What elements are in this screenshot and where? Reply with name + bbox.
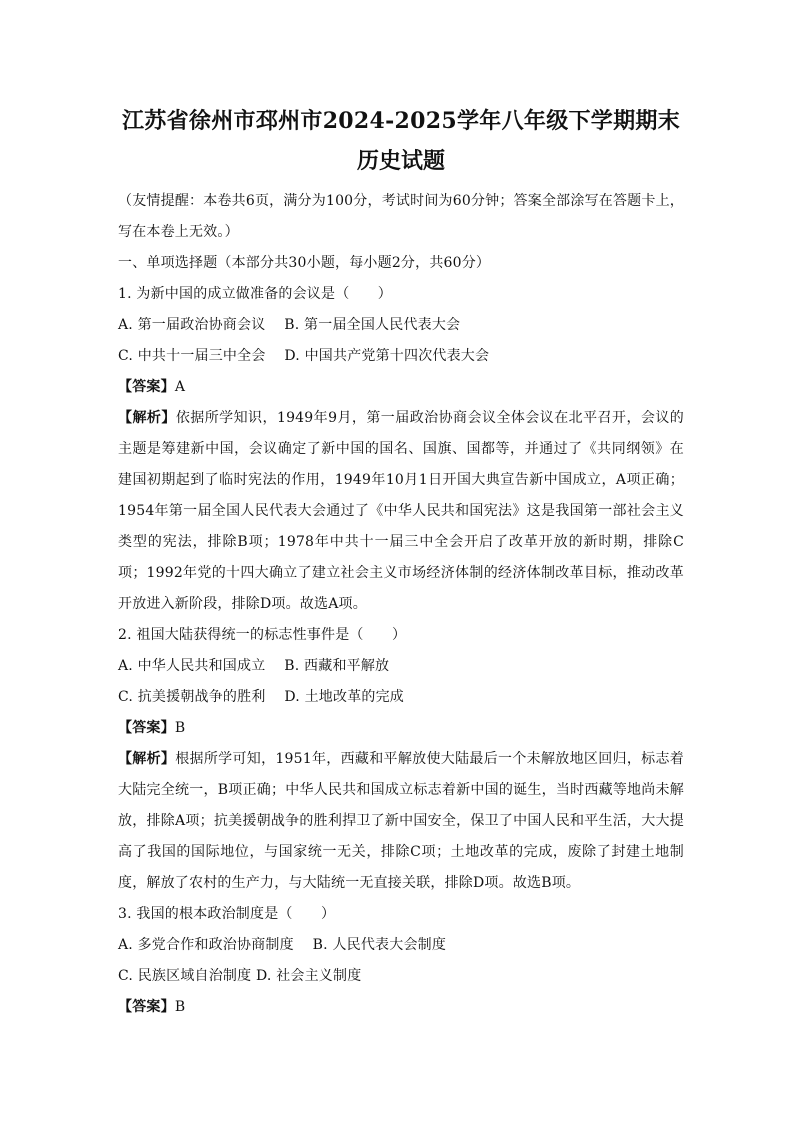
question-options-line-2: C. 民族区域自治制度 D. 社会主义制度 — [118, 968, 362, 984]
analysis-label: 【解析】 — [118, 410, 176, 426]
question-options-line-1: A. 中华人民共和国成立 B. 西藏和平解放 — [118, 658, 390, 674]
question-options-line-1: A. 第一届政治协商会议 B. 第一届全国人民代表大会 — [118, 317, 461, 333]
answer-line — [118, 713, 684, 744]
answer-value: A — [174, 379, 186, 395]
answer-label: 【答案】 — [118, 379, 175, 395]
question-2 — [118, 620, 684, 899]
question-1 — [118, 279, 684, 620]
exam-tip: （友情提醒：本卷共6页，满分为100分，考试时间为60分钟；答案全部涂写在答题卡上，写在本卷上无效。） — [118, 193, 684, 240]
analysis-text: 依据所学知识，1949年9月，第一届政治协商会议全体会议在北平召开，会议的主题是筹建新中国，会议确定了新中国的国名、国旗、国都等，并通过了《共同纲领》在建国初期起到了临时宪法的作用，1949年10月1日开国大典宣告新中国成立，A项正确；1954年第一届全国人民代表大会通过了《中华人民共和国宪法》这是我国第一部社会主义类型的宪法，排除B项；1978年中共十一届三中全会开启了改革开放的新时期，排除C项；1992年党的十四大确立了建立社会主义市场经济体制的经济体制改革目标，推动改革开放进入新阶段，排除D项。故选A项。 — [118, 410, 684, 612]
answer-value: B — [174, 999, 186, 1015]
answer-label: 【答案】 — [118, 720, 175, 736]
answer-value: B — [174, 720, 186, 736]
question-stem: 1. 为新中国的成立做准备的会议是（ ） — [118, 286, 393, 302]
question-stem: 2. 祖国大陆获得统一的标志性事件是（ ） — [118, 627, 407, 643]
question-options-line-2: C. 抗美援朝战争的胜利 D. 土地改革的完成 — [118, 689, 404, 705]
answer-label: 【答案】 — [118, 999, 175, 1015]
question-options-line-1: A. 多党合作和政治协商制度 B. 人民代表大会制度 — [118, 937, 447, 953]
analysis-text: 根据所学可知，1951年，西藏和平解放使大陆最后一个未解放地区回归，标志着大陆完全统一，B项正确；中华人民共和国成立标志着新中国的诞生，当时西藏等地尚未解放，排除A项；抗美援朝战争的胜利捍卫了新中国安全，保卫了中国人民和平生活，大大提高了我国的国际地位，与国家统一无关，排除C项；土地改革的完成，废除了封建土地制度，解放了农村的生产力，与大陆统一无直接关联，排除D项。故选B项。 — [118, 751, 684, 891]
document-title: 江苏省徐州市邳州市2024-2025学年八年级下学期期末 — [122, 108, 680, 134]
analysis-paragraph — [118, 403, 684, 620]
answer-line — [118, 372, 684, 403]
question-3 — [118, 899, 684, 1023]
question-stem: 3. 我国的根本政治制度是（ ） — [118, 906, 336, 922]
analysis-paragraph — [118, 744, 684, 899]
document-subtitle: 历史试题 — [356, 148, 445, 174]
analysis-label: 【解析】 — [118, 751, 176, 767]
answer-line — [118, 992, 684, 1023]
question-options-line-2: C. 中共十一届三中全会 D. 中国共产党第十四次代表大会 — [118, 348, 490, 364]
section-heading: 一、单项选择题（本部分共30小题，每小题2分，共60分） — [118, 255, 491, 271]
